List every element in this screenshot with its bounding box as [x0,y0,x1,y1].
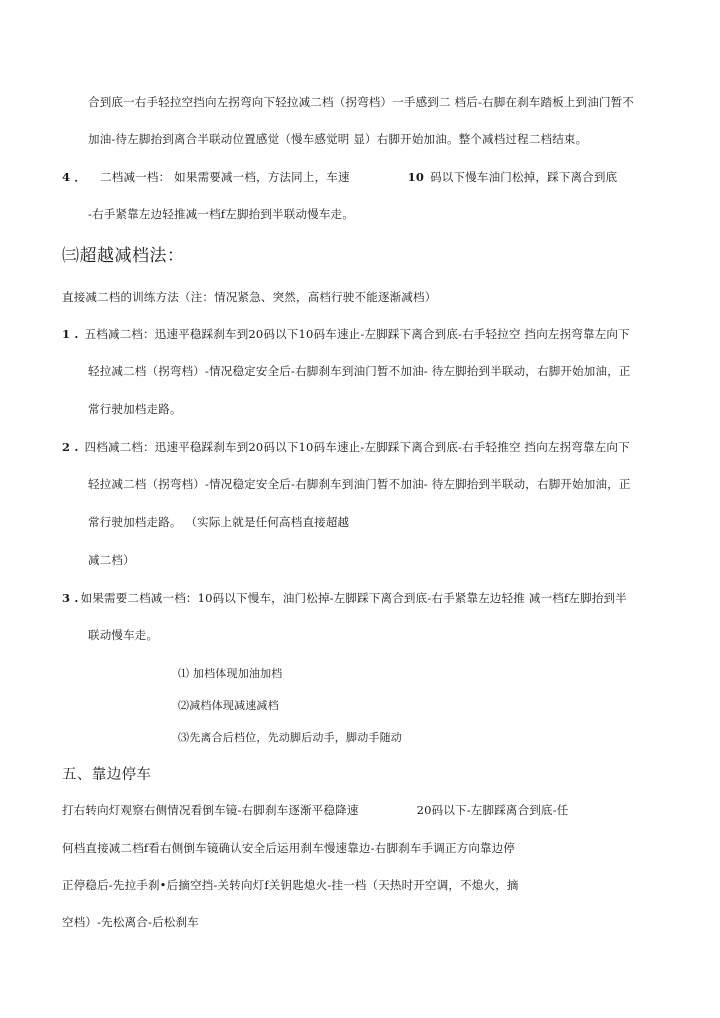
list-item-3 [62,591,627,605]
list-text: 码以下慢车油门松掉，踩下离合到底 [430,170,618,184]
note-item: ⑶先离合后档位，先动脚后动手，脚动手随动 [178,731,402,744]
section-heading-pull-over: 五、靠边停车 [62,767,152,783]
list-item-4 [62,170,617,184]
list-item-1 [62,327,630,341]
paragraph-text: 20码以下-左脚踩离合到底-任 [416,803,569,817]
paragraph-line: 联动慢车走。 [88,628,159,642]
paragraph-line: -右手紧靠左边轻推减一档f左脚抬到半联动慢车走。 [88,207,354,221]
paragraph-line: 常行驶加档走路。 [88,402,182,416]
paragraph-line: 轻拉减二档（拐弯档）-情况稳定安全后-右脚刹车到油门暂不加油- 待左脚抬到半联动，右脚开始加油，正 [88,364,631,378]
paragraph-line: 减二档） [88,553,135,567]
paragraph-line [62,803,569,817]
section-heading-overtake-downshift: ㈢超越减档法： [62,246,185,266]
list-text: 如果需要二档减一档：10码以下慢车，油门松掉-左脚踩下离合到底-右手紧靠左边轻推 减一档f左脚抬到半 [80,591,627,605]
section-intro: 直接减二档的训练方法（注：情况紧急、突然，高档行驶不能逐渐减档） [62,290,437,304]
paragraph-line: 常行驶加档走路。 （实际上就是任何高档直接超越 [88,515,350,529]
paragraph-line: 空档）-先松离合-后松刹车 [62,915,199,929]
list-item-2 [62,440,630,454]
paragraph-text: 打右转向灯观察右侧情况看倒车镜-右脚刹车逐渐平稳降速 [62,803,359,817]
list-number: 2 . [62,440,79,454]
speed-value: 10 [407,170,425,184]
list-text: 二档减一档： 如果需要减一档，方法同上，车速 [100,170,350,184]
paragraph-line: 何档直接减二档f看右侧倒车镜确认安全后运用刹车慢速靠边-右脚刹车手调正方向靠边停 [62,841,516,855]
paragraph-line: 加油-待左脚抬到离合半联动位置感觉（慢车感觉明 显）右脚开始加油。整个减档过程二档结束。 [88,132,588,146]
list-text: 四档减二档：迅速平稳踩刹车到20码以下10码车速止-左脚踩下离合到底-右手轻推空 挡向左拐弯靠左向下 [84,440,630,454]
list-text: 五档减二档：迅速平稳踩刹车到20码以下10码车速止-左脚踩下离合到底-右手轻拉空 挡向左拐弯靠左向下 [84,327,630,341]
list-number: 1 . [62,327,79,341]
note-item: ⑵减档体现减速减档 [178,699,279,712]
list-number: 4 ． [62,170,87,184]
list-number: 3 . [62,591,79,605]
paragraph-line: 正停稳后-先拉手刹•后摘空挡-关转向灯f关钥匙熄火-挂一档（天热时开空调，不熄火，摘 [62,878,519,892]
note-item: ⑴ 加档体现加油加档 [178,667,283,680]
paragraph-line: 轻拉减二档（拐弯档）-情况稳定安全后-右脚刹车到油门暂不加油- 待左脚抬到半联动，右脚开始加油，正 [88,477,631,491]
paragraph-line: 合到底一右手轻拉空挡向左拐弯向下轻拉减二档（拐弯档）一手感到二 档后-右脚在刹车踏板上到油门暂不 [88,95,635,109]
